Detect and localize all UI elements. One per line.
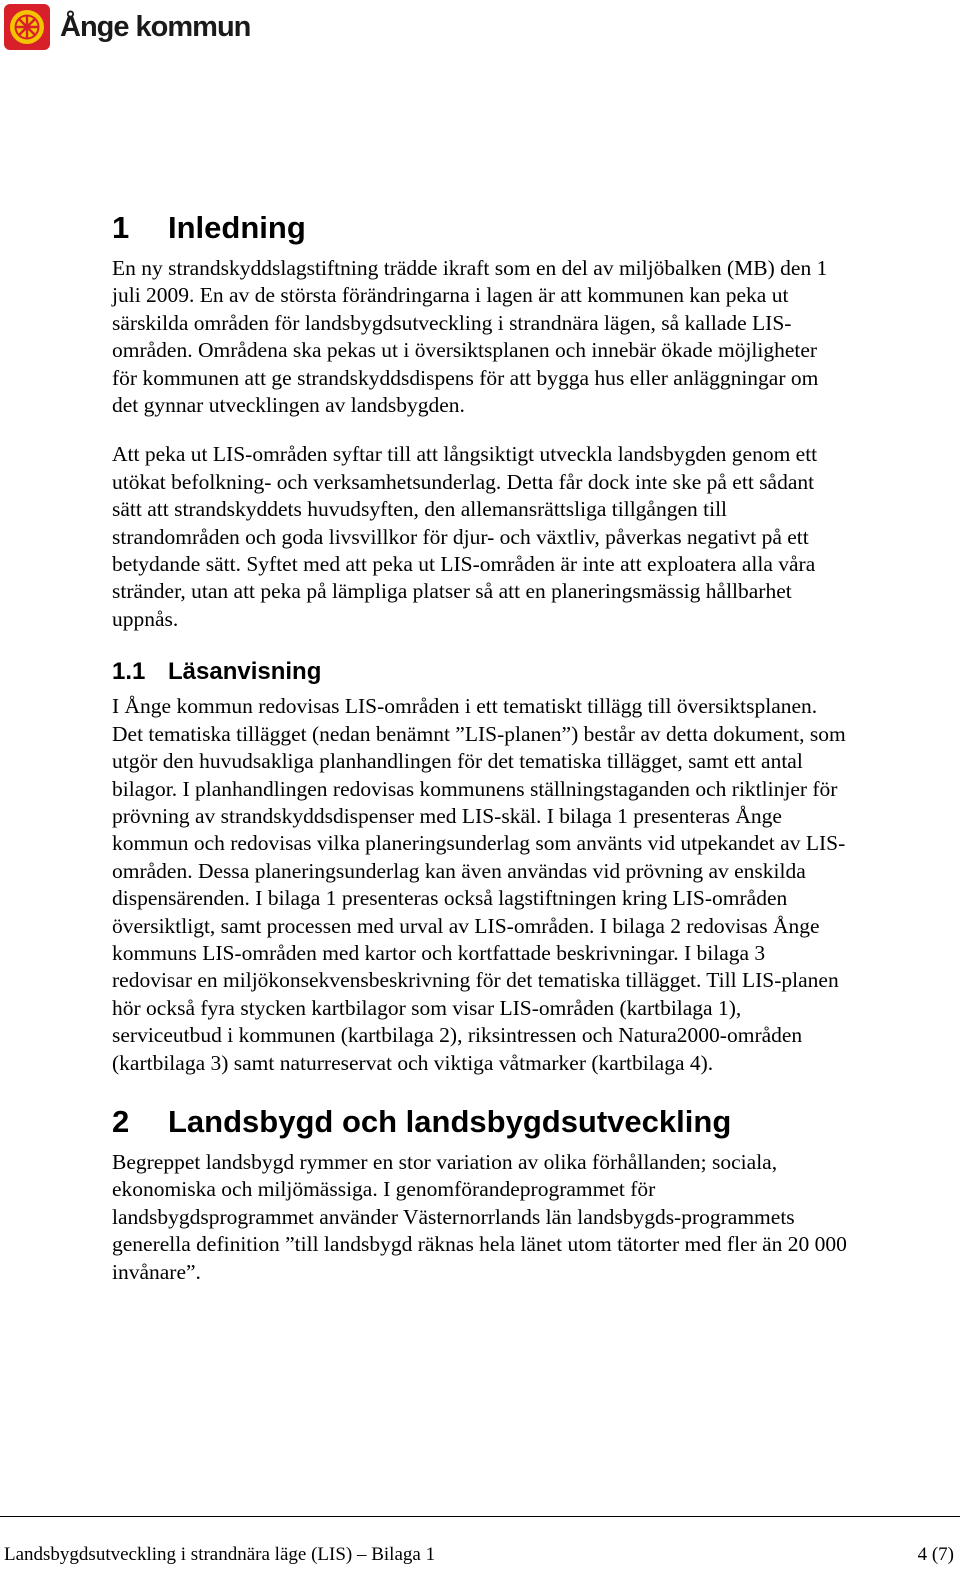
section-number: 2 <box>112 1103 130 1139</box>
paragraph: En ny strandskyddslagstiftning trädde ikraft som en del av miljöbalken (MB) den 1 juli 2009. En av de största förändringarna i lagen är att kommunen kan peka ut särskilda områden för landsbygdsutveckling i strandnära lägen, så kallade LIS-områden. Områdena ska pekas ut i översiktsplanen och innebär ökade möjligheter för kommunen att ge strandskyddsdispens för att bygga hus eller anläggningar om det gynnar utvecklingen av landsbygden. <box>112 256 828 418</box>
section-heading <box>112 205 847 251</box>
ange-kommun-logo-icon <box>4 4 50 50</box>
section-number: 1 <box>112 210 130 245</box>
section-title: Inledning <box>168 210 306 245</box>
subsection-number: 1.1 <box>112 658 146 686</box>
section-title: Landsbygd och landsbygdsutveckling <box>168 1103 732 1139</box>
org-name: Ånge kommun <box>60 10 251 43</box>
subsection-title: Läsanvisning <box>168 658 322 686</box>
footer-divider <box>0 1516 960 1517</box>
paragraph: Begreppet landsbygd rymmer en stor variation av olika förhållanden; sociala, ekonomiska och miljömässiga. I genomförandeprogrammet för landsbygdsprogrammet använder Västernorrlands län landsbygds-programmets generella definition ”till landsbygd räknas hela länet utom tätorter med fler än 20 000 invånare”. <box>112 1149 847 1284</box>
section-heading <box>112 1099 847 1145</box>
page-footer <box>4 1543 954 1567</box>
page-header <box>4 2 250 52</box>
document-body <box>112 205 847 1308</box>
paragraph: I Ånge kommun redovisas LIS-områden i ett tematiskt tillägg till översiktsplanen. Det tematiska tillägget (nedan benämnt ”LIS-planen”) består av detta dokument, som utgör den huvudsakliga planhandlingen för det tematiska tillägget, samt ett antal bilagor. I planhandlingen redovisas kommunens ställningstaganden och riktlinjer för prövning av strandskyddsdispenser med LIS-skäl. I bilaga 1 presenteras Ånge kommun och redovisas vilka planeringsunderlag som använts vid utpekandet av LIS-områden. Dessa planeringsunderlag kan även användas vid prövning av enskilda dispensärenden. I bilaga 1 presenteras också lagstiftningen kring LIS-områden översiktligt, samt processen med urval av LIS-områden. I bilaga 2 redovisas Ånge kommuns LIS-områden med kartor och kortfattade beskrivningar. I bilaga 3 redovisar en miljökonsekvensbeskrivning för det tematiska tillägget. Till LIS-planen hör också fyra stycken kartbilagor som visar LIS-områden (kartbilaga 1), serviceutbud i kommunen (kartbilaga 2), riksintressen och Natura2000-områden (kartbilaga 3) samt naturreservat och viktiga våtmarker (kartbilaga 4). <box>112 694 846 1075</box>
page-number: 4 (7) <box>917 1544 954 1565</box>
paragraph: Att peka ut LIS-områden syftar till att långsiktigt utveckla landsbygden genom ett utökat befolkning- och verksamhetsunderlag. Detta får dock inte ske på ett sådant sätt att strandskyddets huvudsyften, den allemansrättsliga tillgången till strandområden och goda livsvillkor för djur- och växtliv, påverkas negativt på ett betydande sätt. Syftet med att peka ut LIS-områden är inte att exploatera alla våra stränder, utan att peka på lämpliga platser så att en planeringsmässig hållbarhet uppnås. <box>112 442 818 631</box>
footer-document-title: Landsbygdsutveckling i strandnära läge (LIS) – Bilaga 1 <box>4 1544 436 1565</box>
subsection-heading <box>112 655 847 689</box>
